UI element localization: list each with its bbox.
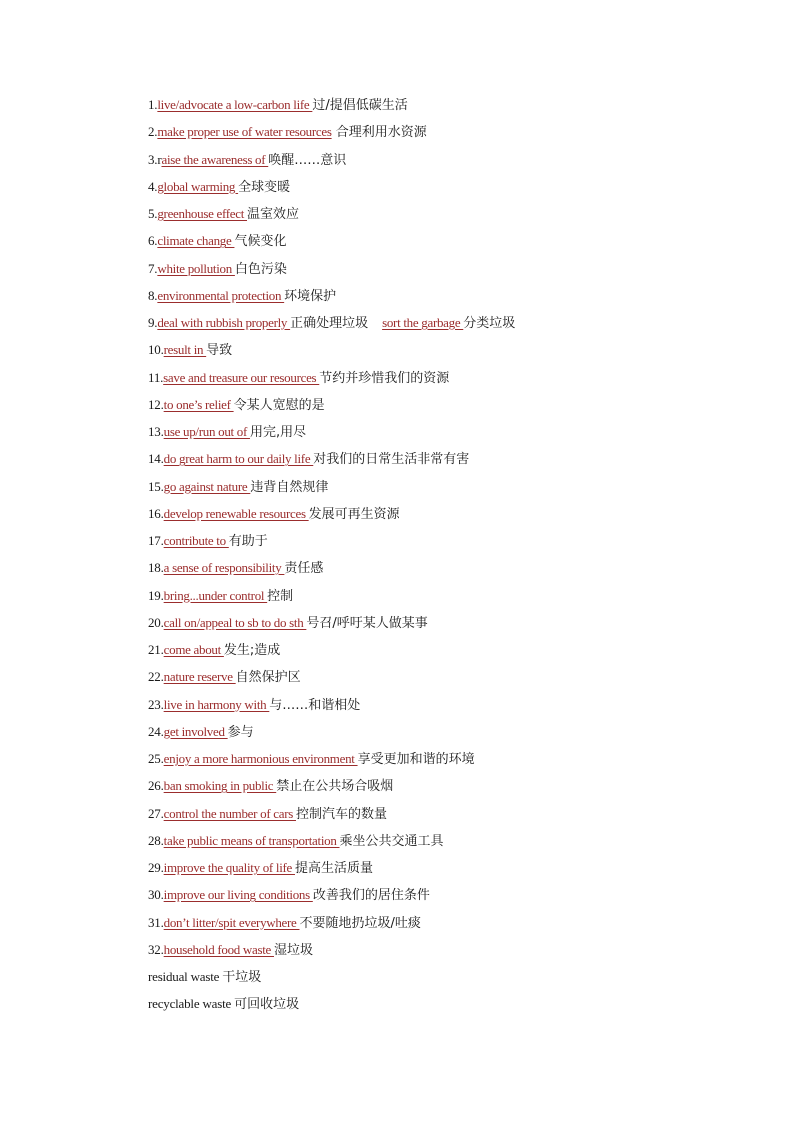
list-item — [148, 857, 748, 884]
chinese-meaning: 气候变化 — [234, 234, 287, 250]
chinese-meaning: 禁止在公共场合吸烟 — [276, 779, 394, 795]
chinese-meaning: 不要随地扔垃圾/吐痰 — [299, 915, 421, 931]
english-phrase: residual waste — [148, 969, 223, 984]
list-item — [148, 585, 748, 612]
item-number: 18. — [148, 560, 164, 576]
english-phrase: make proper use of water resources — [157, 124, 332, 140]
list-item — [148, 639, 748, 666]
english-phrase: improve the quality of life — [163, 860, 295, 875]
item-number: 11. — [148, 369, 164, 385]
list-item — [148, 939, 748, 966]
english-phrase: result in — [163, 342, 207, 358]
item-number: 17. — [148, 533, 164, 548]
chinese-meaning: 号召/呼吁某人做某事 — [306, 615, 428, 631]
english-phrase: call on/appeal to sb to do sth — [163, 614, 307, 630]
english-phrase: ban smoking in public — [163, 778, 277, 794]
english-phrase: get involved — [163, 723, 228, 739]
chinese-meaning: 发展可再生资源 — [308, 506, 400, 522]
chinese-meaning: 唤醒……意识 — [268, 152, 347, 168]
item-number: 27. — [148, 805, 164, 821]
list-item — [148, 421, 748, 448]
english-phrase: control the number of cars — [163, 805, 296, 821]
list-item — [148, 612, 748, 639]
english-phrase: go against nature — [163, 478, 251, 494]
item-number: 22. — [148, 669, 164, 685]
list-item — [148, 775, 748, 802]
english-phrase: use up/run out of — [163, 424, 250, 439]
vocabulary-list — [148, 94, 748, 1021]
chinese-meaning: 温室效应 — [247, 207, 300, 222]
item-number: 6. — [148, 233, 158, 249]
list-item — [148, 830, 748, 857]
item-number: 29. — [148, 860, 164, 875]
item-number: 30. — [148, 887, 164, 903]
item-number: 12. — [148, 396, 164, 412]
item-number: 8. — [148, 287, 158, 303]
item-number: 31. — [148, 914, 164, 930]
item-number: 2. — [148, 124, 158, 140]
english-phrase: do great harm to our daily life — [163, 451, 314, 467]
chinese-meaning: 导致 — [206, 343, 233, 359]
english-phrase: develop renewable resources — [163, 505, 309, 521]
item-number: 23. — [148, 696, 164, 712]
list-item — [148, 394, 748, 421]
english-phrase: come about — [163, 642, 224, 657]
item-number: 21. — [148, 642, 164, 657]
chinese-meaning: 干垃圾 — [222, 970, 262, 985]
list-item — [148, 94, 748, 121]
chinese-meaning: 提高生活质量 — [294, 861, 373, 876]
list-item — [148, 557, 748, 584]
item-number: 1. — [148, 97, 158, 112]
english-phrase: aise the awareness of — [161, 151, 269, 167]
chinese-meaning-secondary: 分类垃圾 — [463, 316, 516, 331]
item-number: 16. — [148, 505, 164, 521]
chinese-meaning: 责任感 — [284, 561, 324, 577]
list-item — [148, 803, 748, 830]
item-number: 24. — [148, 723, 164, 739]
list-item — [148, 312, 748, 339]
english-phrase: environmental protection — [157, 287, 285, 303]
list-item — [148, 721, 748, 748]
chinese-meaning: 环境保护 — [284, 288, 337, 304]
item-number: 4. — [148, 178, 158, 194]
chinese-meaning: 令某人宽慰的是 — [233, 397, 325, 413]
english-phrase: greenhouse effect — [157, 206, 248, 221]
english-phrase-secondary: sort the garbage — [382, 315, 464, 330]
chinese-meaning: 白色污染 — [234, 261, 287, 277]
chinese-meaning: 对我们的日常生活非常有害 — [313, 452, 470, 468]
english-phrase: don’t litter/spit everywhere — [163, 914, 300, 930]
list-item — [148, 230, 748, 257]
english-phrase: save and treasure our resources — [163, 369, 320, 385]
item-number: 25. — [148, 751, 164, 766]
list-item — [148, 339, 748, 366]
chinese-meaning: 合理利用水资源 — [331, 125, 427, 141]
list-item — [148, 285, 748, 312]
list-item — [148, 448, 748, 475]
item-number: 20. — [148, 614, 164, 630]
chinese-meaning: 享受更加和谐的环境 — [357, 752, 475, 767]
chinese-meaning: 节约并珍惜我们的资源 — [319, 370, 450, 386]
english-phrase: improve our living conditions — [163, 887, 313, 903]
list-item — [148, 912, 748, 939]
chinese-meaning: 过/提倡低碳生活 — [312, 98, 408, 113]
item-number: 5. — [148, 206, 158, 221]
english-phrase: bring...under control — [163, 587, 268, 603]
chinese-meaning: 与……和谐相处 — [269, 697, 361, 713]
list-item — [148, 884, 748, 911]
chinese-meaning: 自然保护区 — [235, 670, 301, 686]
list-item — [148, 503, 748, 530]
chinese-meaning: 控制汽车的数量 — [295, 806, 387, 822]
chinese-meaning: 正确处理垃圾 — [290, 316, 369, 331]
item-number: 26. — [148, 778, 164, 794]
chinese-meaning: 有助于 — [228, 534, 268, 549]
english-phrase: recyclable waste — [148, 996, 235, 1012]
item-number: 13. — [148, 424, 164, 439]
list-item — [148, 258, 748, 285]
english-phrase: global warming — [157, 178, 239, 194]
item-number: 9. — [148, 315, 158, 330]
chinese-meaning: 全球变暖 — [238, 179, 291, 195]
english-phrase: nature reserve — [163, 669, 236, 685]
list-item — [148, 694, 748, 721]
english-phrase: live/advocate a low-carbon life — [157, 97, 313, 112]
english-phrase: live in harmony with — [163, 696, 270, 712]
chinese-meaning: 湿垃圾 — [273, 942, 313, 958]
item-number: 19. — [148, 587, 164, 603]
list-item — [148, 203, 748, 230]
list-item — [148, 149, 748, 176]
chinese-meaning: 参与 — [227, 724, 254, 740]
english-phrase: a sense of responsibility — [163, 560, 285, 576]
item-number: 15. — [148, 478, 164, 494]
item-number: 14. — [148, 451, 164, 467]
item-number: 28. — [148, 832, 164, 848]
chinese-meaning: 可回收垃圾 — [234, 997, 300, 1013]
english-phrase: household food waste — [163, 941, 274, 957]
list-item — [148, 476, 748, 503]
english-phrase: enjoy a more harmonious environment — [163, 751, 358, 766]
list-item — [148, 666, 748, 693]
list-item — [148, 748, 748, 775]
chinese-meaning: 用完,用尽 — [249, 425, 307, 440]
chinese-meaning: 发生;造成 — [223, 643, 281, 658]
list-item-extra — [148, 993, 748, 1020]
list-item-extra — [148, 966, 748, 993]
english-phrase: take public means of transportation — [163, 832, 340, 848]
list-item — [148, 121, 748, 148]
list-item — [148, 530, 748, 557]
item-number: 3.r — [148, 151, 162, 167]
english-phrase: deal with rubbish properly — [157, 315, 291, 330]
list-item — [148, 176, 748, 203]
chinese-meaning: 违背自然规律 — [250, 479, 329, 495]
english-phrase: to one’s relief — [163, 396, 234, 412]
chinese-meaning: 控制 — [267, 588, 294, 604]
english-phrase: contribute to — [163, 533, 229, 548]
item-number: 10. — [148, 342, 164, 358]
item-number: 32. — [148, 941, 164, 957]
chinese-meaning: 乘坐公共交通工具 — [339, 833, 444, 849]
item-number: 7. — [148, 260, 158, 276]
chinese-meaning: 改善我们的居住条件 — [312, 888, 430, 904]
list-item — [148, 367, 748, 394]
english-phrase: climate change — [157, 233, 235, 249]
english-phrase: white pollution — [157, 260, 235, 276]
